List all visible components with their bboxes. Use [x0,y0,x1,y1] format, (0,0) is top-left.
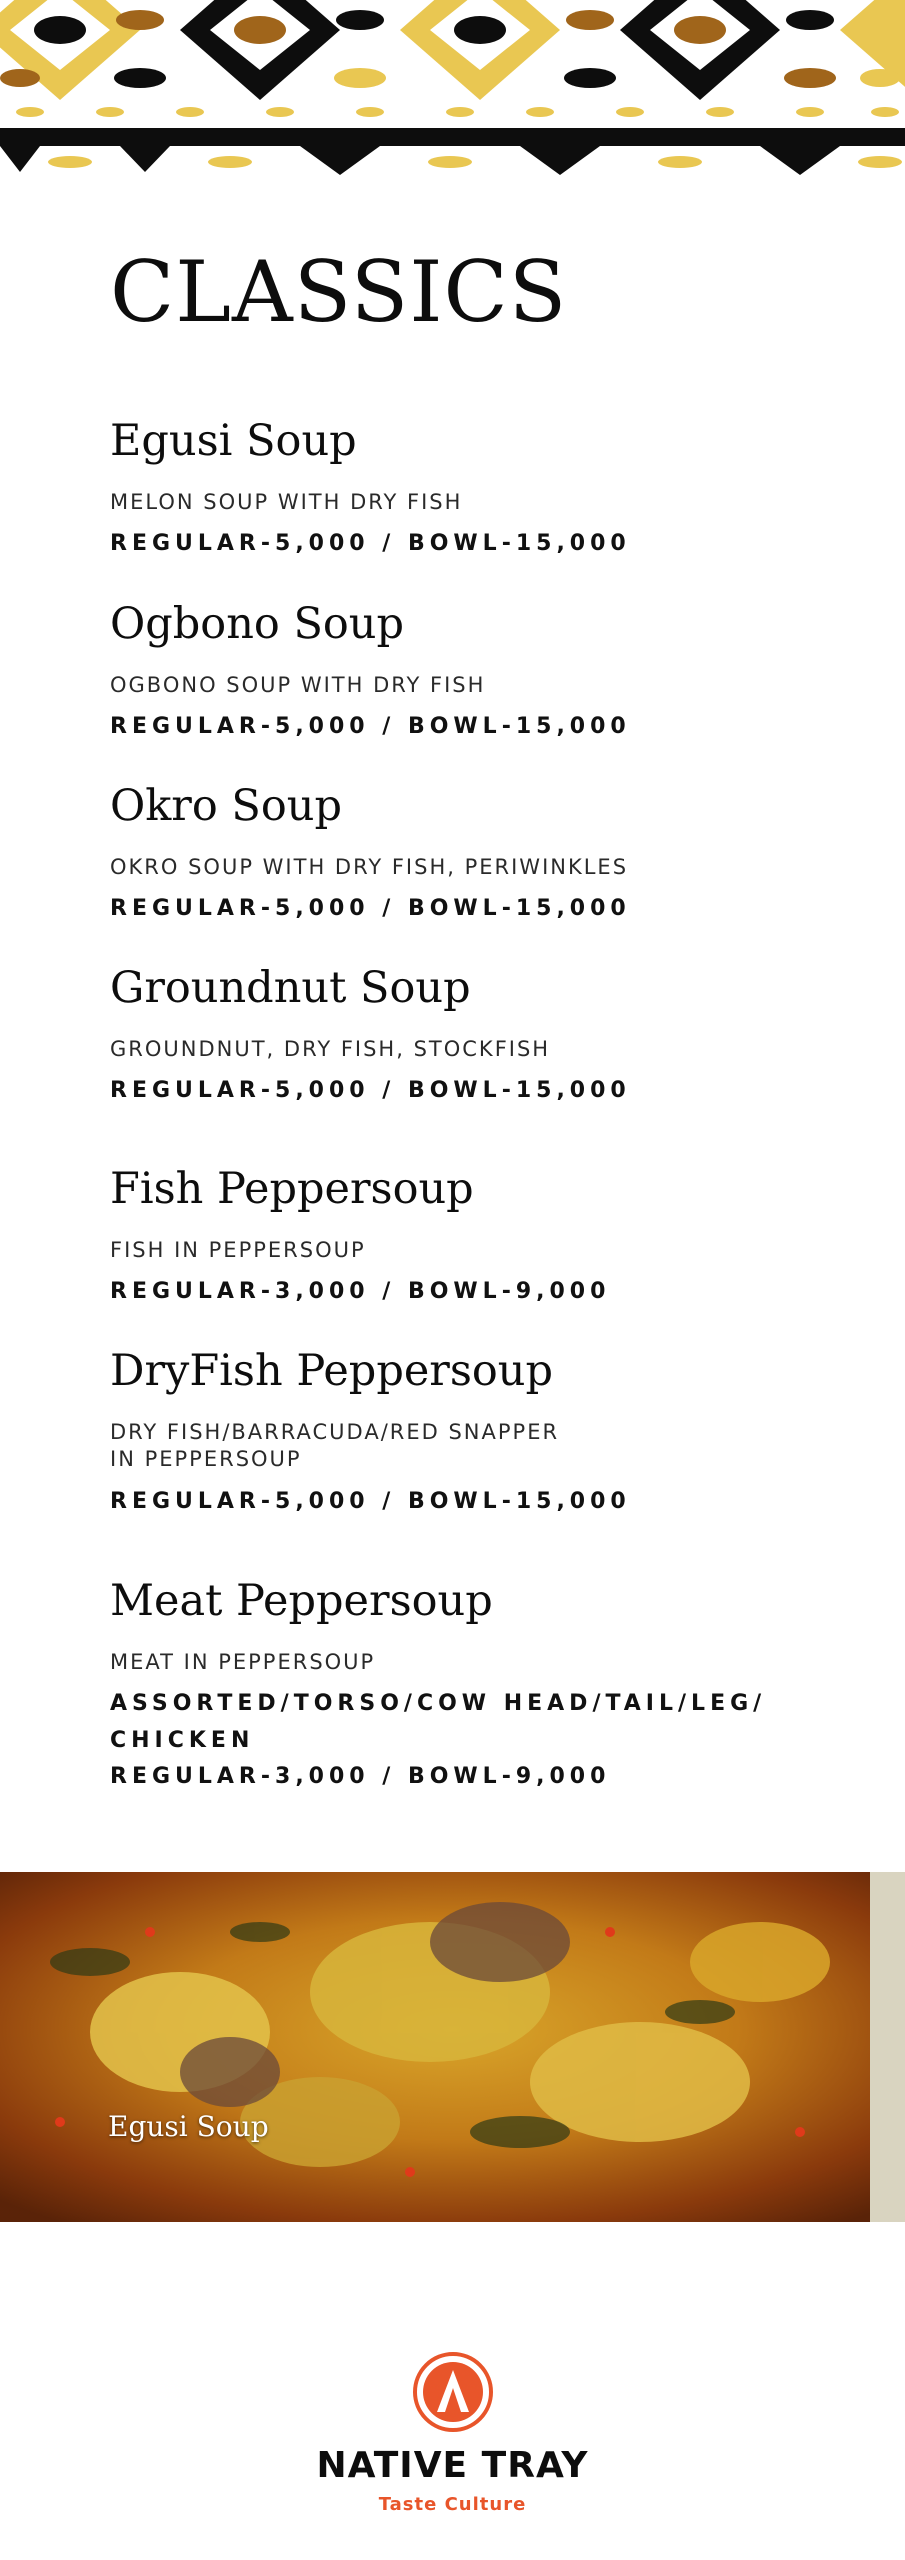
menu-section [110,243,810,1789]
menu-item-description: GROUNDNUT, DRY FISH, STOCKFISH [110,1037,551,1061]
menu-item-price: REGULAR-5,000 / BOWL-15,000 [110,714,631,740]
menu-item-description: MEAT IN PEPPERSOUP [110,1650,376,1674]
menu-item-name: DryFish Peppersoup [110,1346,554,1396]
menu-item-dryfish-peppersoup [110,1346,810,1520]
menu-item-price: REGULAR-5,000 / BOWL-15,000 [110,1488,631,1514]
brand-logo [0,2350,905,2515]
brand-tagline: Taste Culture [378,2494,527,2515]
menu-item-name: Groundnut Soup [110,963,471,1013]
menu-title: CLASSICS [110,243,568,341]
menu-item-description: MELON SOUP WITH DRY FISH [110,490,463,514]
menu-item-price: REGULAR-5,000 / BOWL-15,000 [110,1078,631,1104]
menu-item-groundnut [110,963,810,1110]
menu-item-price: REGULAR-5,000 / BOWL-15,000 [110,896,631,922]
menu-item-description: DRY FISH/BARRACUDA/RED SNAPPER IN PEPPERSOUP [110,1420,560,1472]
menu-item-name: Egusi Soup [110,416,357,466]
menu-item-meat-peppersoup [110,1576,810,1795]
tribal-pattern-banner [0,0,905,175]
menu-item-ogbono [110,599,810,746]
menu-item-description: FISH IN PEPPERSOUP [110,1238,366,1262]
menu-item-description: OGBONO SOUP WITH DRY FISH [110,673,486,697]
menu-item-egusi [110,416,810,563]
menu-item-price: REGULAR-5,000 / BOWL-15,000 [110,531,631,557]
menu-item-fish-peppersoup [110,1164,810,1311]
photo-caption: Egusi Soup [108,2110,269,2143]
native-tray-logo-icon [411,2350,495,2434]
menu-item-description: OKRO SOUP WITH DRY FISH, PERIWINKLES [110,855,629,879]
egusi-soup-photo [0,1872,905,2222]
menu-item-name: Ogbono Soup [110,599,405,649]
menu-item-name: Okro Soup [110,781,342,831]
menu-item-price: ASSORTED/TORSO/COW HEAD/TAIL/LEG/ CHICKEN REGULAR-3,000 / BOWL-9,000 [110,1691,767,1789]
brand-name: NATIVE TRAY [316,2445,589,2486]
menu-item-name: Fish Peppersoup [110,1164,474,1214]
menu-item-name: Meat Peppersoup [110,1576,493,1626]
menu-item-okro [110,781,810,928]
menu-item-price: REGULAR-3,000 / BOWL-9,000 [110,1279,611,1305]
